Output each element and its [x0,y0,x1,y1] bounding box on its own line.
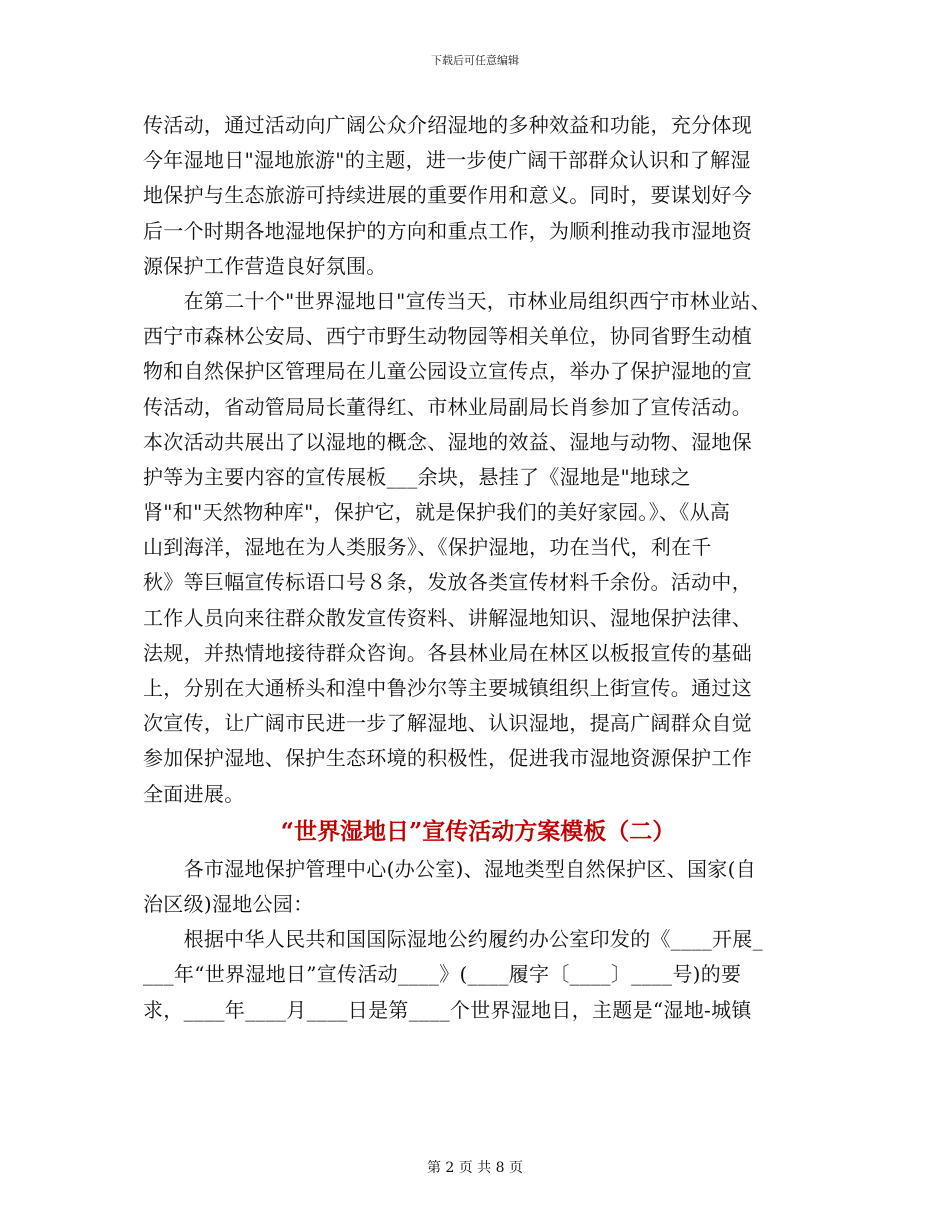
body-line: 地保护与生态旅游可持续进展的重要作用和意义。同时，要谋划好今 [143,183,752,208]
body-line: 治区级)湿地公园： [143,891,314,916]
body-line: 今年湿地日"湿地旅游"的主题，进一步使广阔干部群众认识和了解湿 [143,148,751,173]
body-line: 各市湿地保护管理中心(办公室)、湿地类型自然保护区、国家(自 [143,856,757,881]
page-footer: 第 2 页 共 8 页 [426,1160,524,1176]
body-line: 工作人员向来往群众散发宣传资料、讲解湿地知识、湿地保护法律、 [143,605,752,630]
body-line: 全面进展。 [143,781,245,806]
body-line: 山到海洋，湿地在为人类服务》、《保护湿地，功在当代，利在千 [143,535,712,560]
body-line: 护等为主要内容的宣传展板___余块，悬挂了《湿地是"地球之 [143,464,691,489]
body-line: 传活动，省动管局局长董得红、市林业局副局长肖参加了宣传活动。 [143,394,752,419]
body-line: 上，分别在大通桥头和湟中鲁沙尔等主要城镇组织上街宣传。通过这 [143,676,752,700]
body-line: 肾"和"天然物种库"，保护它，就是保护我们的美好家园。》、《从高 [143,500,731,525]
body-line: 求，____年____月____日是第____个世界湿地日，主题是“湿地-城镇 [143,997,752,1022]
body-line: 参加保护湿地、保护生态环境的积极性，促进我市湿地资源保护工作 [143,746,752,771]
page-header: 下载后可任意编辑 [431,54,519,67]
body-line: 后一个时期各地湿地保护的方向和重点工作，为顺利推动我市湿地资 [143,218,752,243]
body-line: 根据中华人民共和国国际湿地公约履约办公室印发的《____开展_ [143,927,763,952]
body-line: 在第二十个"世界湿地日"宣传当天，市林业局组织西宁市林业站、 [143,288,771,313]
body-line: ___年“世界湿地日”宣传活动____》(____履字〔____〕____号)的要 [143,962,742,987]
body-line: 传活动，通过活动向广阔公众介绍湿地的多种效益和功能，充分体现 [143,113,752,137]
body-line: 本次活动共展出了以湿地的概念、湿地的效益、湿地与动物、湿地保 [143,429,752,454]
body-line: 法规，并热情地接待群众咨询。各县林业局在林区以板报宣传的基础 [143,640,752,665]
body-line: 西宁市森林公安局、西宁市野生动物园等相关单位，协同省野生动植 [143,324,752,349]
section-heading: “世界湿地日”宣传活动方案模板（二） [280,817,676,845]
body-line: 秋》等巨幅宣传标语口号８条，发放各类宣传材料千余份。活动中， [143,570,752,595]
document-body [143,108,813,1028]
body-line: 次宣传，让广阔市民进一步了解湿地、认识湿地，提高广阔群众自觉 [143,711,752,736]
body-line: 源保护工作营造良好氛围。 [143,253,387,278]
body-line: 物和自然保护区管理局在儿童公园设立宣传点，举办了保护湿地的宣 [143,359,752,384]
